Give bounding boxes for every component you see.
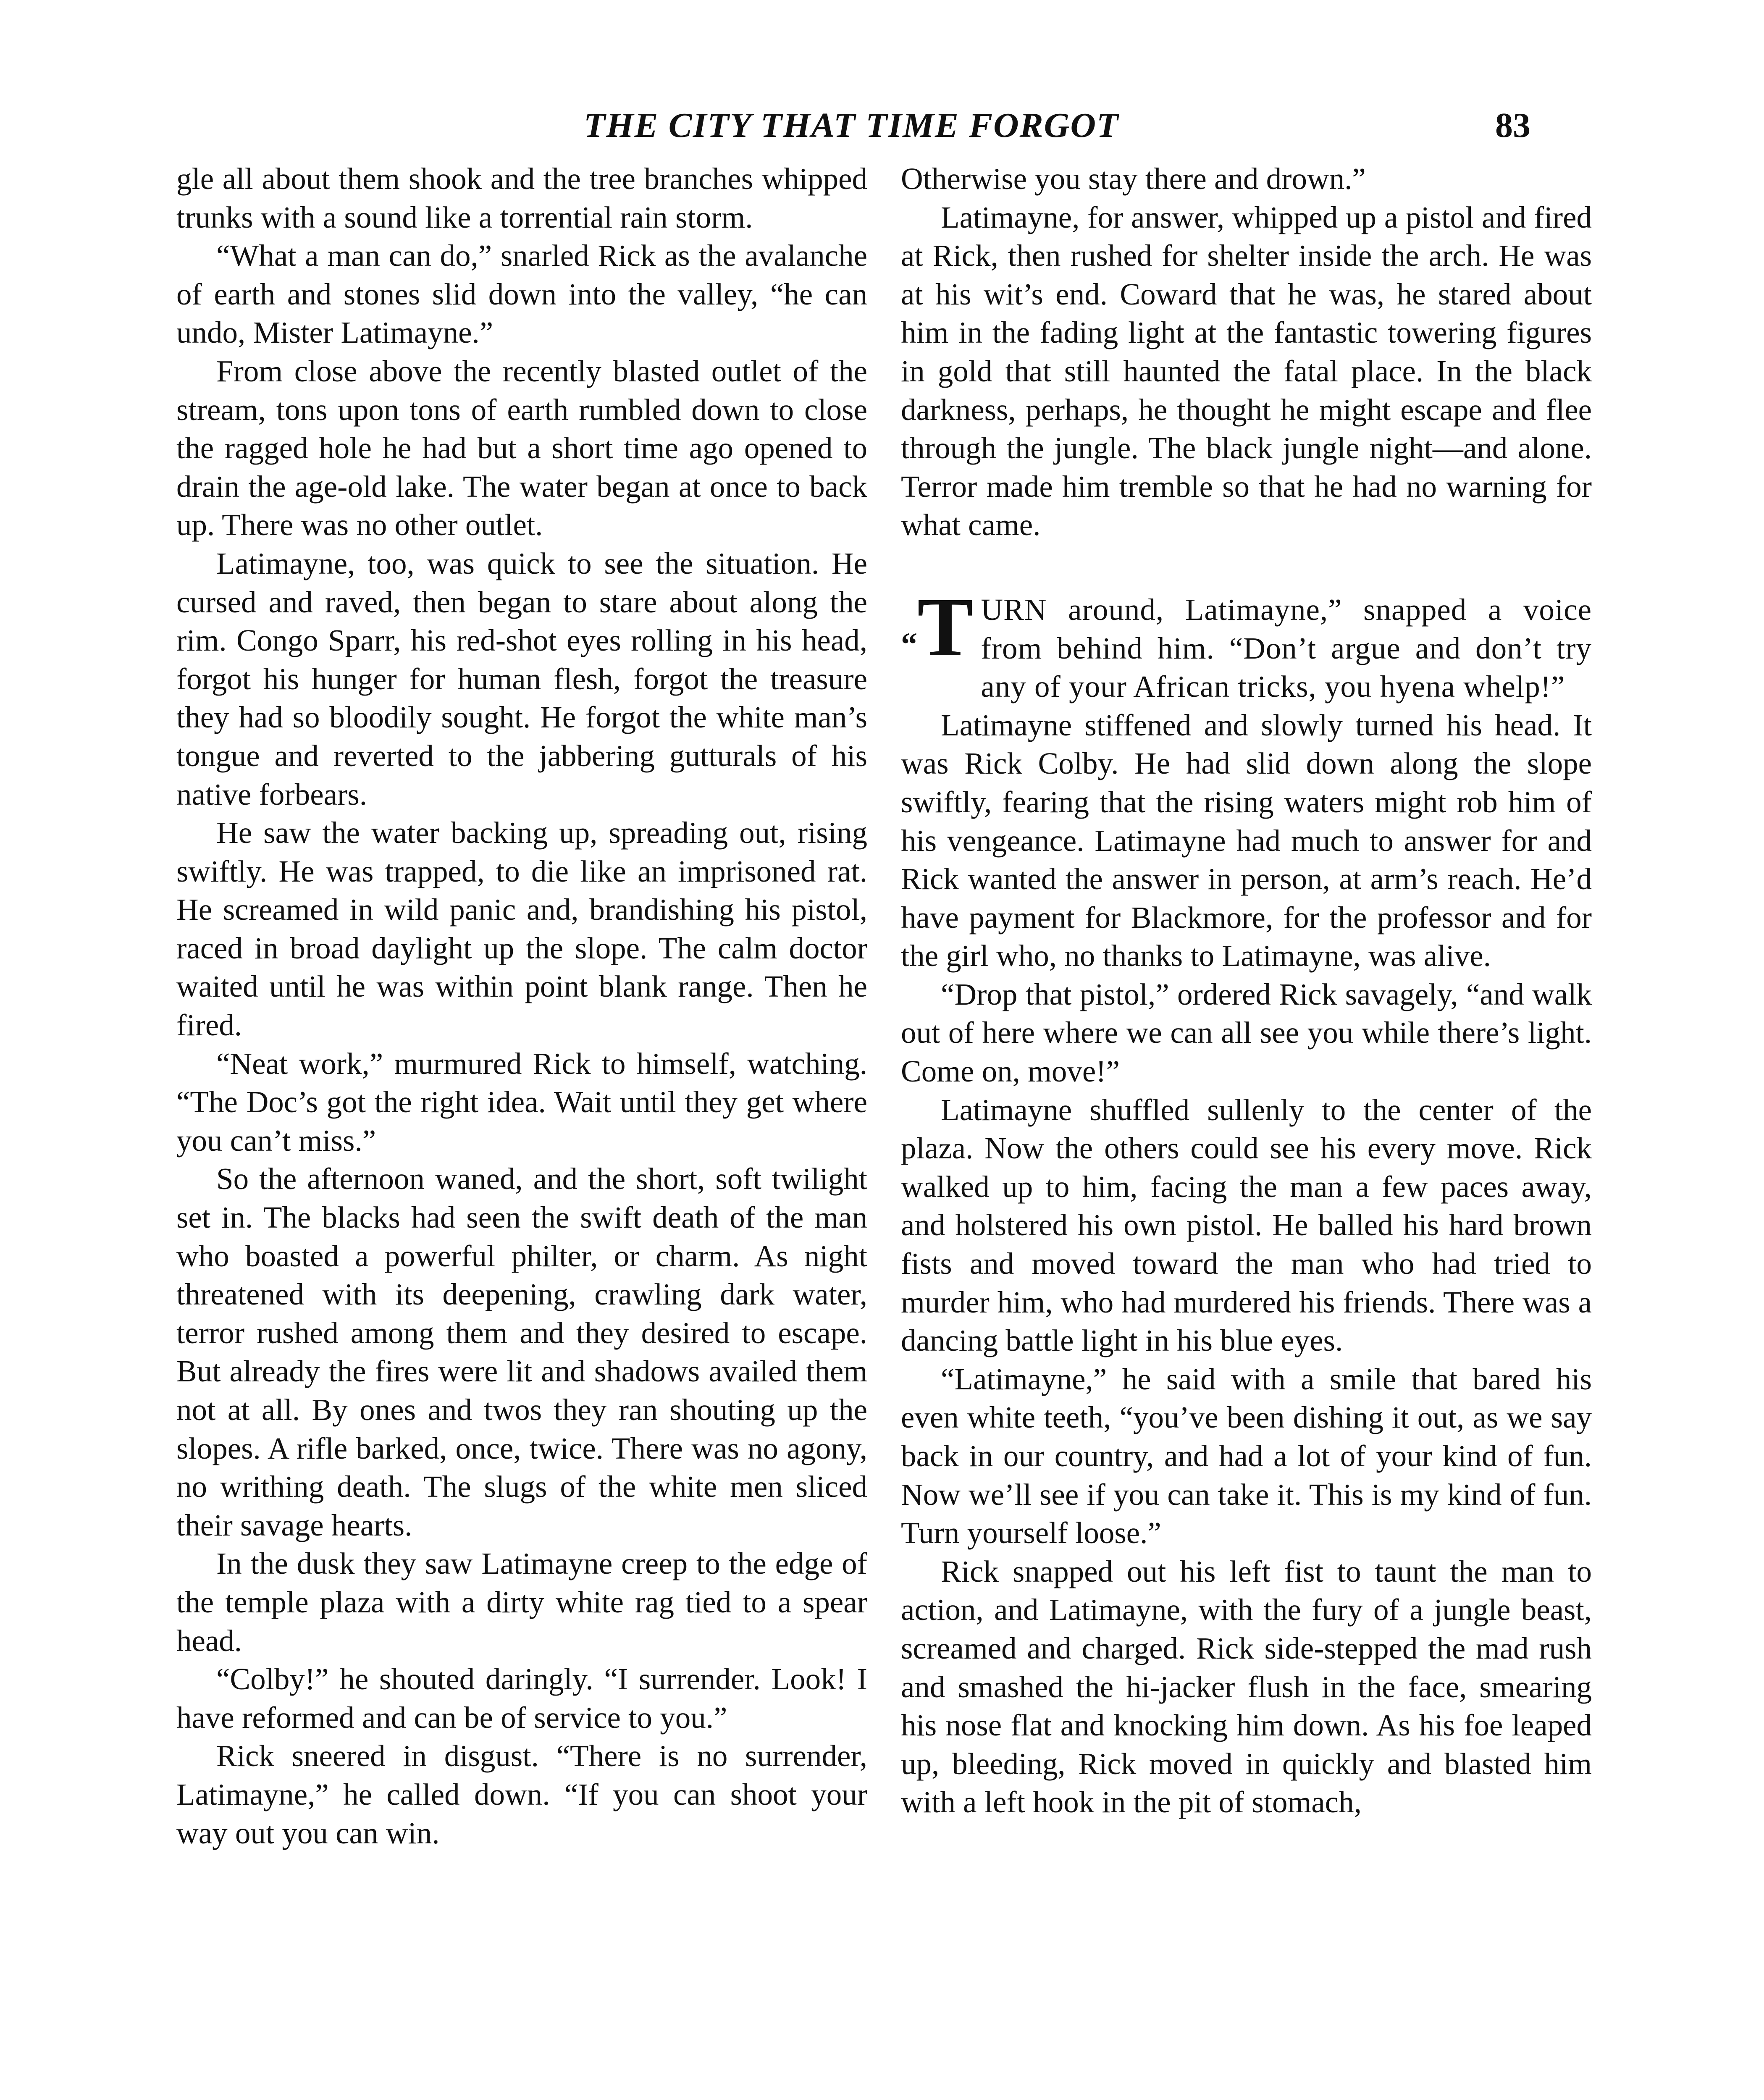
- dropcap-paragraph: [901, 580, 1592, 706]
- paragraph: So the afternoon waned, and the short, soft twilight set in. The blacks had seen the swift death of the man who boasted a powerful philter, or charm. As night threatened with its deepening, crawling dark water, terror rushed among them and they desired to escape. But already the fires were lit and shadows availed them not at all. By ones and twos they ran shouting up the slopes. A rifle barked, once, twice. There was no agony, no writhing death. The slugs of the white men sliced their savage hearts.: [176, 1162, 867, 1542]
- paragraph: “What a man can do,” snarled Rick as the avalanche of earth and stones slid down into the valley, “he can undo, Mister Latimayne.”: [176, 239, 867, 350]
- page-number: 83: [1495, 106, 1530, 145]
- paragraph: Rick snapped out his left fist to taunt the man to action, and Latimayne, with the fury of a jungle beast, screamed and charged. Rick side-stepped the mad rush and smashed the hi-jacker flush in the face, smearing his nose flat and knocking him down. As his foe leaped up, bleeding, Rick moved in quickly and blasted him with a left hook in the pit of stomach,: [901, 1554, 1592, 1819]
- paragraph: Latimayne stiffened and slowly turned his head. It was Rick Colby. He had slid down along the slope swiftly, fearing that the rising waters might rob him of his vengeance. Latimayne had much to answer for and Rick wanted the answer in person, at arm’s reach. He’d have payment for Blackmore, for the professor and for the girl who, no thanks to Latimayne, was alive.: [901, 708, 1592, 973]
- paragraph: From close above the recently blasted outlet of the stream, tons upon tons of earth rumbled down to close the ragged hole he had but a short time ago opened to drain the age-old lake. The water began at once to back up. There was no other outlet.: [176, 354, 867, 542]
- drop-cap-letter: T: [917, 580, 974, 674]
- paragraph: Rick sneered in disgust. “There is no surrender, Latimayne,” he called down. “If you can shoot your way out you can win.: [176, 1739, 867, 1850]
- paragraph: Latimayne shuffled sullenly to the center of the plaza. Now the others could see his every move. Rick walked up to him, facing the man a few paces away, and holstered his own pistol. He balled his hard brown fists and moved toward the man who had tried to murder him, who had murdered his friends. There was a dancing battle light in his blue eyes.: [901, 1092, 1592, 1358]
- paragraph: gle all about them shook and the tree branches whipped trunks with a sound like a torrential rain storm.: [176, 162, 867, 234]
- paragraph: “Colby!” he shouted daringly. “I surrender. Look! I have reformed and can be of service to you.”: [176, 1662, 867, 1735]
- paragraph: In the dusk they saw Latimayne creep to the edge of the temple plaza with a dirty white rag tied to a spear head.: [176, 1546, 867, 1658]
- paragraph: “Drop that pistol,” ordered Rick savagely, “and walk out of here where we can all see you while there’s light. Come on, move!”: [901, 977, 1592, 1089]
- paragraph: He saw the water backing up, spreading out, rising swiftly. He was trapped, to die like an imprisoned rat. He screamed in wild panic and, brandishing his pistol, raced in broad daylight up the slope. The calm doctor waited until he was within point blank range. Then he fired.: [176, 816, 867, 1042]
- left-column: [176, 160, 867, 1852]
- paragraph: “Latimayne,” he said with a smile that bared his even white teeth, “you’ve been dishing it out, as we say back in our country, and had a lot of your kind of fun. Now we’ll see if you can take it. This is my kind of fun. Turn yourself loose.”: [901, 1362, 1592, 1550]
- drop-cap-text: URN around, Latimayne,” snapped a voice from behind him. “Don’t argue and don’t try any of your African tricks, you hyena whelp!”: [981, 592, 1592, 704]
- drop-cap-quote: “: [901, 625, 917, 662]
- right-column: [901, 160, 1592, 1822]
- running-title: THE CITY THAT TIME FORGOT: [584, 106, 1119, 145]
- paragraph: Latimayne, for answer, whipped up a pistol and fired at Rick, then rushed for shelter inside the arch. He was at his wit’s end. Coward that he was, he stared about him in the fading light at the fantastic towering figures in gold that still haunted the fatal place. In the black darkness, perhaps, he thought he might escape and flee through the jungle. The black jungle night—and alone. Terror made him tremble so that he had no warning for what came.: [901, 200, 1592, 542]
- page-header: [0, 105, 1764, 155]
- section-break: [901, 544, 1592, 591]
- paragraph: Latimayne, too, was quick to see the situation. He cursed and raved, then began to stare about along the rim. Congo Sparr, his red-shot eyes rolling in his head, forgot his hunger for human flesh, forgot the treasure they had so bloodily sought. He forgot the white man’s tongue and reverted to the jabbering gutturals of his native forbears.: [176, 546, 867, 811]
- drop-cap: [901, 580, 974, 678]
- paragraph: “Neat work,” murmured Rick to himself, watching. “The Doc’s got the right idea. Wait until they get where you can’t miss.”: [176, 1046, 867, 1158]
- paragraph: Otherwise you stay there and drown.”: [901, 162, 1366, 196]
